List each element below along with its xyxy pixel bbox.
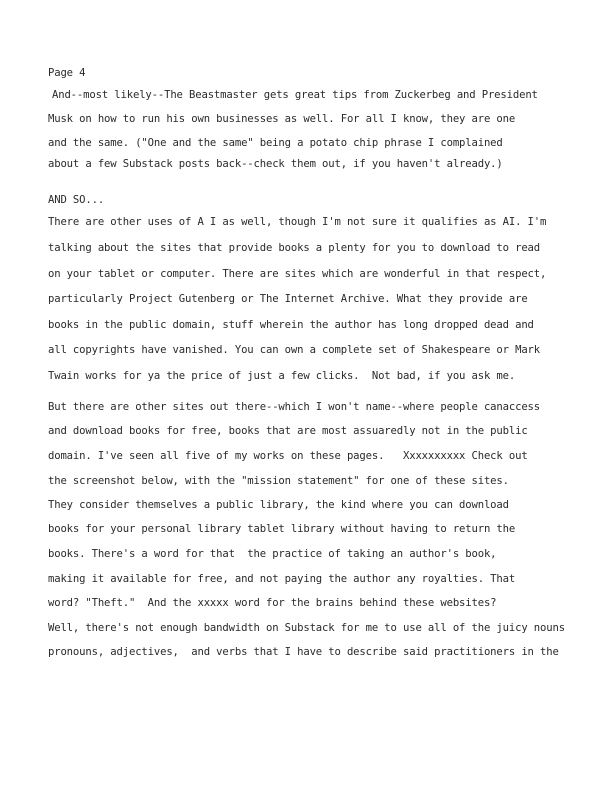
text-line: There are other uses of A I as well, though I'm not sure it qualifies as AI. I'm [48,216,547,228]
text-line: And--most likely--The Beastmaster gets great tips from Zuckerbeg and President [52,89,538,101]
text-line: books. There's a word for that the practice of taking an author's book, [48,548,497,560]
text-line: all copyrights have vanished. You can own a complete set of Shakespeare or Mark [48,344,541,356]
text-line: books for your personal library tablet library without having to return the [48,523,516,535]
section-heading: AND SO... [48,194,105,206]
text-line: books in the public domain, stuff wherein the author has long dropped dead and [48,319,534,331]
text-line: domain. I've seen all five of my works on these pages. Xxxxxxxxxx Check out [48,450,528,462]
text-line: talking about the sites that provide books a plenty for you to download to read [48,242,541,254]
text-line: Twain works for ya the price of just a few clicks. Not bad, if you ask me. [48,370,516,382]
page-number: Page 4 [48,67,86,79]
text-line: Well, there's not enough bandwidth on Substack for me to use all of the juicy nouns [48,622,565,634]
text-line: on your tablet or computer. There are sites which are wonderful in that respect, [48,268,547,280]
text-line: They consider themselves a public library, the kind where you can download [48,499,509,511]
text-line: about a few Substack posts back--check them out, if you haven't already.) [48,158,503,170]
text-line: But there are other sites out there--which I won't name--where people canaccess [48,401,541,413]
text-line: word? "Theft." And the xxxxx word for the brains behind these websites? [48,597,497,609]
text-line: Musk on how to run his own businesses as well. For all I know, they are one [48,113,516,125]
text-line: and download books for free, books that are most assuaredly not in the public [48,425,528,437]
text-line: pronouns, adjectives, and verbs that I have to describe said practitioners in the [48,646,559,658]
text-line: particularly Project Gutenberg or The Internet Archive. What they provide are [48,293,528,305]
text-line: and the same. ("One and the same" being a potato chip phrase I complained [48,137,503,149]
text-line: the screenshot below, with the "mission statement" for one of these sites. [48,475,509,487]
text-line: making it available for free, and not paying the author any royalties. That [48,573,516,585]
